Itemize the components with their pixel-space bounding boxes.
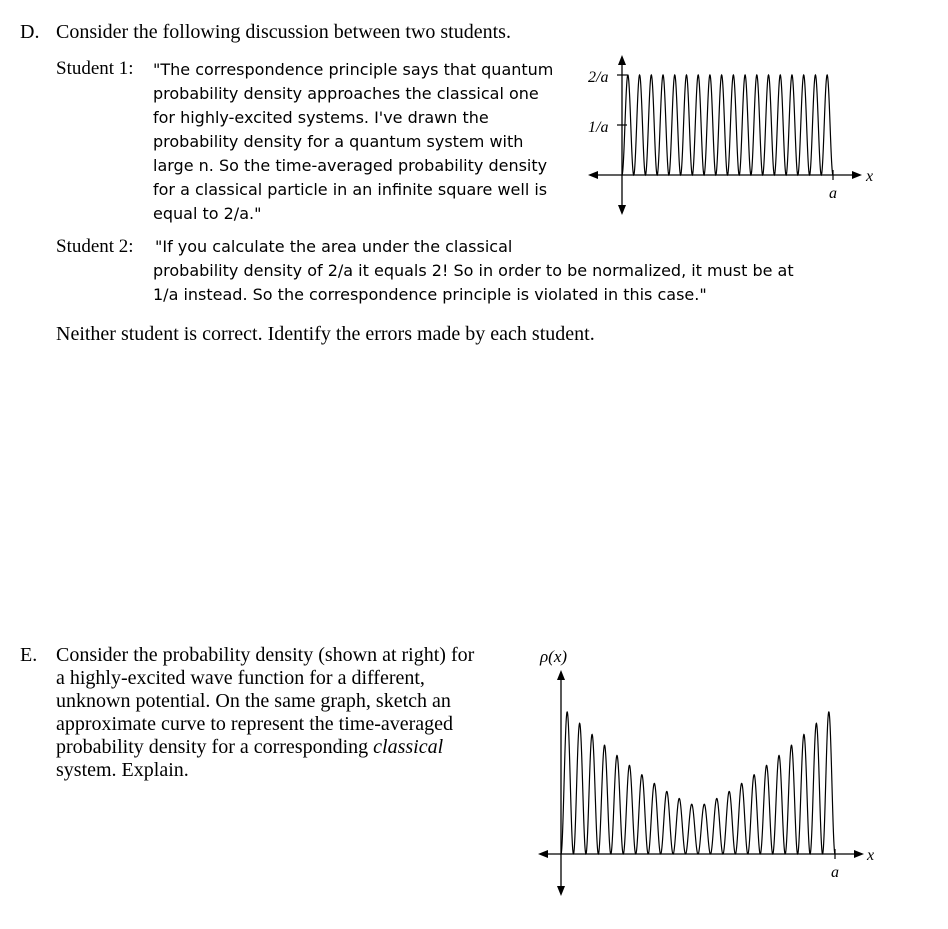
student2-quote-line: "If you calculate the area under the classical: [155, 237, 513, 256]
section-e-text: [56, 644, 474, 782]
student1-speaker: Student 1:: [56, 58, 134, 79]
x-tick-label-a: a: [831, 864, 839, 881]
section-e-line: [56, 736, 474, 759]
x-axis-label: x: [866, 168, 874, 185]
y-axis-arrow-up: [557, 670, 565, 680]
y-tick-label-2a: 2/a: [588, 69, 609, 86]
probability-density-curve: [561, 712, 835, 854]
section-d-prompt: Neither student is correct. Identify the errors made by each student.: [56, 323, 595, 345]
student1-quote-line: large n. So the time-averaged probability density: [153, 156, 548, 175]
x-axis-label: x: [867, 847, 875, 864]
student1-quote: [153, 58, 553, 226]
section-e-line: a highly-excited wave function for a different,: [56, 667, 425, 689]
student2-quote-line: probability density of 2/a it equals 2! So in order to be normalized, it must be at: [153, 261, 794, 280]
x-tick-label-a: a: [829, 185, 837, 202]
section-d-letter: D.: [20, 21, 40, 43]
student1-quote-line: "The correspondence principle says that quantum: [153, 60, 554, 79]
classical-emphasis: classical: [373, 736, 444, 758]
student2-speaker: Student 2:: [56, 236, 134, 257]
y-axis-arrow-down: [618, 205, 626, 215]
student2-quote: [153, 235, 794, 307]
section-e-line: unknown potential. On the same graph, sketch an: [56, 690, 451, 712]
y-axis-arrow-down: [557, 886, 565, 896]
section-d-intro: Consider the following discussion between two students.: [56, 21, 511, 43]
section-e-line: approximate curve to represent the time-averaged: [56, 713, 454, 735]
y-tick-label-1a: 1/a: [588, 119, 609, 136]
x-axis-arrow-right: [852, 171, 862, 179]
section-e-letter: E.: [20, 644, 38, 666]
student1-quote-line: probability density approaches the classical one: [153, 84, 539, 103]
square-well-graph: [580, 50, 880, 220]
section-e-line-text: probability density for a corresponding: [56, 736, 369, 758]
student1-quote-line: for highly-excited systems. I've drawn the: [153, 108, 489, 127]
section-e-line: Consider the probability density (shown at right) for: [56, 644, 475, 666]
student1-quote-line: equal to 2/a.": [153, 204, 262, 223]
student1-quote-line: for a classical particle in an infinite square well is: [153, 180, 548, 199]
student2-quote-line: 1/a instead. So the correspondence principle is violated in this case.": [153, 285, 707, 304]
y-axis-arrow-up: [618, 55, 626, 65]
y-axis-label: ρ(x): [540, 647, 568, 666]
unknown-potential-graph: [530, 640, 890, 900]
student1-quote-line: probability density for a quantum system with: [153, 132, 524, 151]
x-axis-arrow-left: [588, 171, 598, 179]
section-e-line: system. Explain.: [56, 759, 189, 781]
x-axis-arrow-right: [854, 850, 864, 858]
quantum-density-curve: [622, 75, 833, 175]
x-axis-arrow-left: [538, 850, 548, 858]
